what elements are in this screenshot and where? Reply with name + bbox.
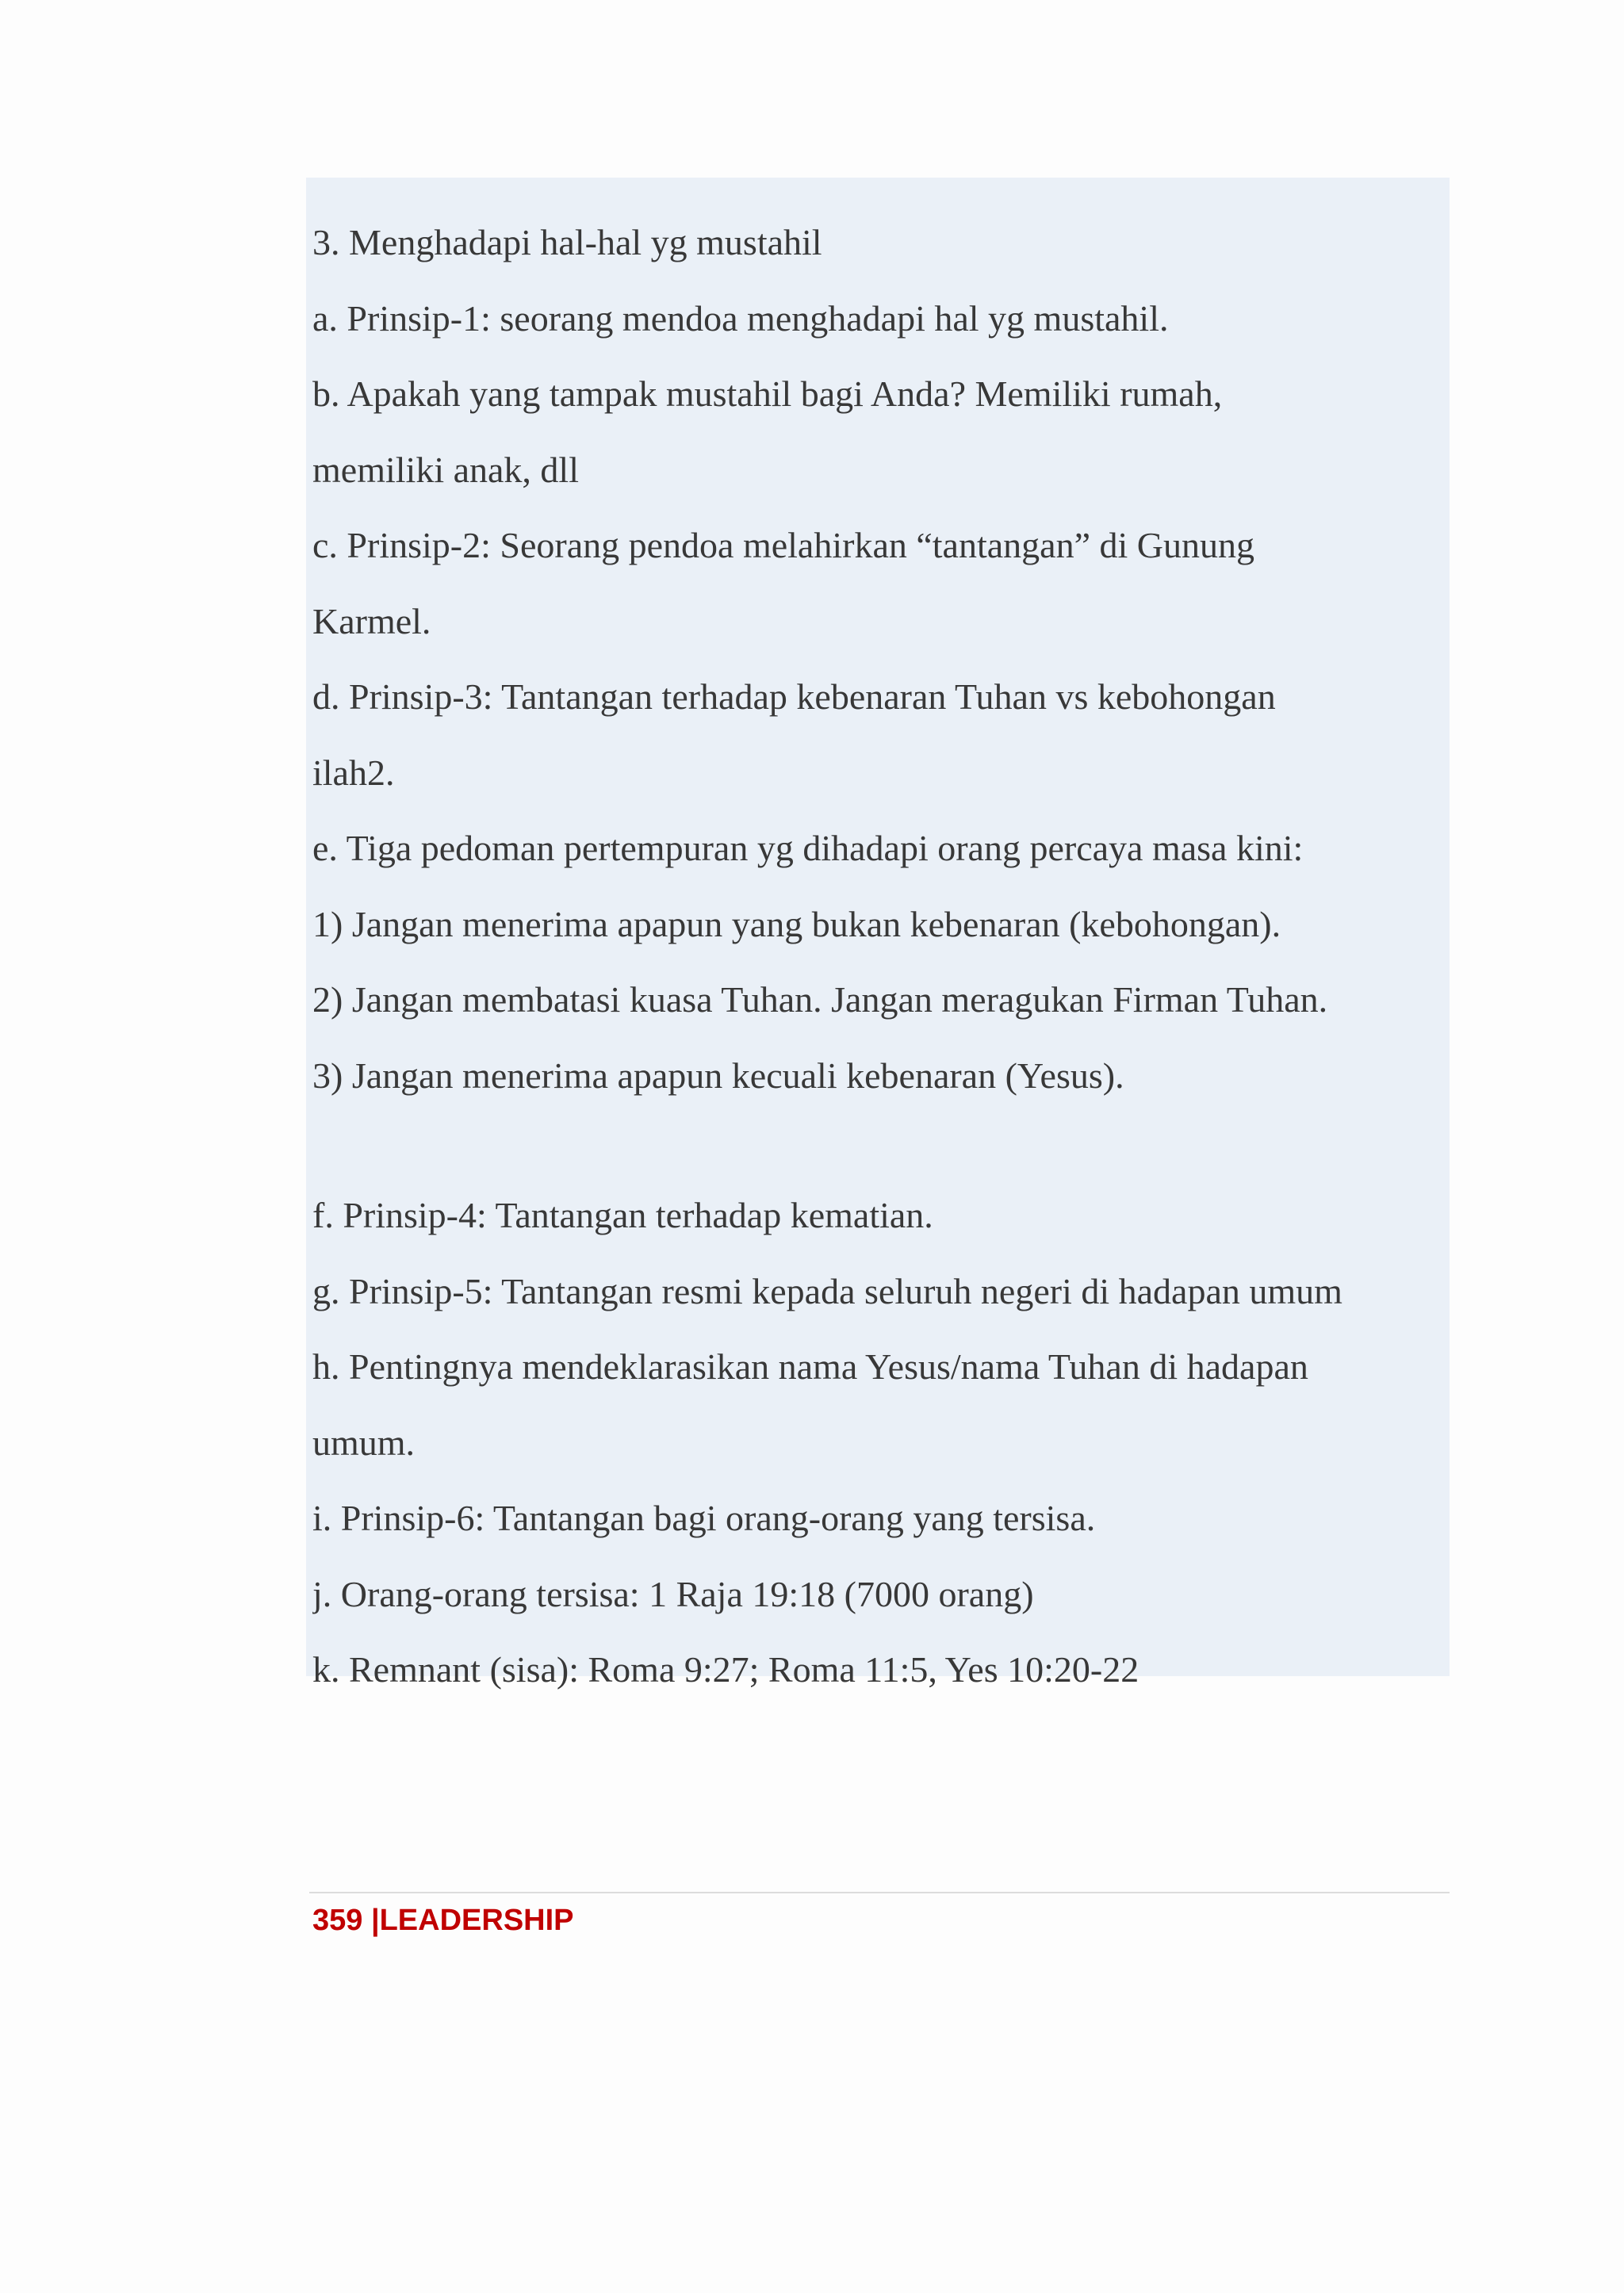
text-line: a. Prinsip-1: seorang mendoa menghadapi hal yg mustahil. (312, 297, 1169, 339)
text-line: c. Prinsip-2: Seorang pendoa melahirkan “tantangan” di Gunung (312, 525, 1255, 565)
text-line: 3. Menghadapi hal-hal yg mustahil (312, 222, 822, 262)
blank-line (312, 1113, 1446, 1177)
text-line: umum. (312, 1422, 416, 1463)
text-line: e. Tiga pedoman pertempuran yg dihadapi orang percaya masa kini: (312, 828, 1304, 868)
text-line: 1) Jangan menerima apapun yang bukan kebenaran (kebohongan). (312, 903, 1281, 944)
text-line: k. Remnant (sisa): Roma 9:27; Roma 11:5, Yes 10:20-22 (312, 1649, 1139, 1690)
text-line: g. Prinsip-5: Tantangan resmi kepada seluruh negeri di hadapan umum (312, 1270, 1342, 1311)
text-line: memiliki anak, dll (312, 449, 579, 490)
text-line: 2) Jangan membatasi kuasa Tuhan. Jangan meragukan Firman Tuhan. (312, 979, 1328, 1020)
text-line: f. Prinsip-4: Tantangan terhadap kematian. (312, 1195, 933, 1235)
page-footer: 359 |LEADERSHIP (312, 1904, 574, 1937)
content-lines (312, 205, 1446, 1708)
text-line: i. Prinsip-6: Tantangan bagi orang-orang yang tersisa. (312, 1498, 1096, 1538)
text-line: 3) Jangan menerima apapun kecuali kebenaran (Yesus). (312, 1055, 1124, 1096)
text-line: Karmel. (312, 600, 431, 641)
text-line: b. Apakah yang tampak mustahil bagi Anda? Memiliki rumah, (312, 373, 1223, 414)
text-line: j. Orang-orang tersisa: 1 Raja 19:18 (7000 orang) (312, 1573, 1034, 1614)
text-line: d. Prinsip-3: Tantangan terhadap kebenaran Tuhan vs kebohongan (312, 676, 1276, 717)
text-line: h. Pentingnya mendeklarasikan nama Yesus/nama Tuhan di hadapan (312, 1346, 1308, 1387)
footer-divider (309, 1892, 1450, 1893)
text-line: ilah2. (312, 752, 395, 793)
